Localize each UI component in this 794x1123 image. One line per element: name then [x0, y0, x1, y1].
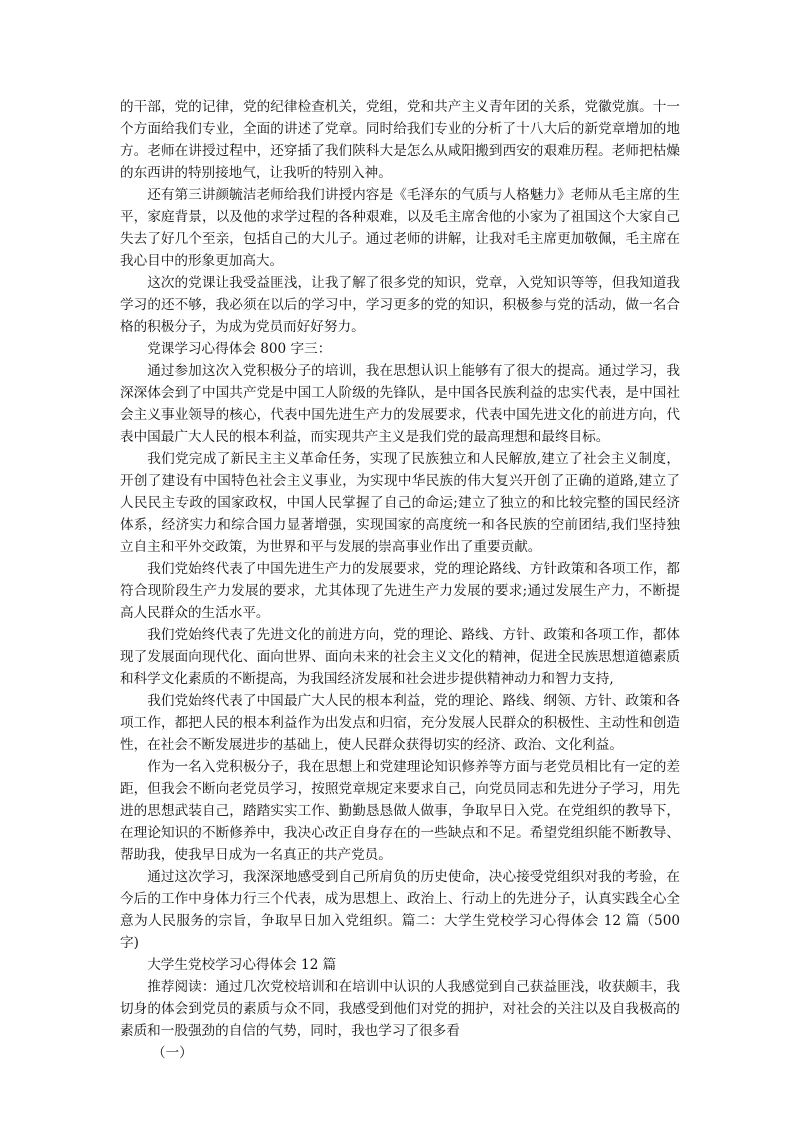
paragraph-8: 我们党始终代表了先进文化的前进方向，党的理论、路线、方针、政策和各项工作，都体现了发展面向现代化、面向世界、面向未来的社会主义文化的精神，促进全民族思想道德素质和科学文化素质的不断提高，为我国经济发展和社会进步提供精神动力和智力支持, — [120, 627, 680, 687]
document-body — [120, 96, 680, 1064]
paragraph-10: 作为一名入党积极分子，我在思想上和党建理论知识修养等方面与老党员相比有一定的差距，但我会不断向老党员学习，按照党章规定来要求自己，向党员同志和先进分子学习，用先进的思想武装自己，踏踏实实工作、勤勤恳恳做人做事，争取早日入党。在党组织的教导下，在理论知识的不断修养中，我决心改正自身存在的一些缺点和不足。希望党组织能不断教导、帮助我，使我早日成为一名真正的共产党员。 — [120, 759, 680, 863]
section-heading-twelve: 大学生党校学习心得体会 12 篇 — [147, 957, 337, 973]
paragraph-7: 我们党始终代表了中国先进生产力的发展要求，党的理论路线、方针政策和各项工作，都符合现阶段生产力发展的要求，尤其体现了先进生产力发展的要求;通过发展生产力，不断提高人民群众的生活水平。 — [120, 561, 680, 621]
paragraph-6: 我们党完成了新民主主义革命任务，实现了民族独立和人民解放,建立了社会主义制度，开创了建设有中国特色社会主义事业，为实现中华民族的伟大复兴开创了正确的道路,建立了人民民主专政的国家政权，中国人民掌握了自己的命运;建立了独立的和比较完整的国民经济体系，经济实力和综合国力显著增强，实现国家的高度统一和各民族的空前团结,我们坚持独立自主和平外交政策，为世界和平与发展的崇高事业作出了重要贡献。 — [120, 451, 680, 555]
paragraph-1: 的干部，党的记律，党的纪律检查机关，党组，党和共产主义青年团的关系，党徽党旗。十一个方面给我们专业，全面的讲述了党章。同时给我们专业的分析了十八大后的新党章增加的地方。老师在讲授过程中，还穿插了我们陕科大是怎么从咸阳搬到西安的艰难历程。老师把枯燥的东西讲的特别接地气，让我听的特别入神。 — [120, 99, 680, 181]
paragraph-9: 我们党始终代表了中国最广大人民的根本利益，党的理论、路线、纲领、方针、政策和各项工作，都把人民的根本利益作为出发点和归宿，充分发展人民群众的积极性、主动性和创造性，在社会不断发展进步的基础上，使人民群众获得切实的经济、政治、文化利益。 — [120, 693, 680, 753]
section-marker: （一） — [152, 1045, 193, 1061]
paragraph-11: 通过这次学习，我深深地感受到自己所肩负的历史使命，决心接受党组织对我的考验，在今后的工作中身体力行三个代表，成为思想上、政治上、行动上的先进分子，认真实践全心全意为人民服务的宗旨，争取早日加入党组织。篇二：大学生党校学习心得体会 12 篇（500 字) — [120, 869, 680, 951]
section-heading-three: 党课学习心得体会 800 字三： — [147, 341, 332, 357]
paragraph-5: 通过参加这次入党积极分子的培训，我在思想认识上能够有了很大的提高。通过学习，我深深体会到了中国共产党是中国工人阶级的先锋队，是中国各民族利益的忠实代表，是中国社会主义事业领导的核心，代表中国先进生产力的发展要求，代表中国先进文化的前进方向，代表中国最广大人民的根本利益，而实现共产主义是我们党的最高理想和最终目标。 — [120, 363, 680, 445]
paragraph-13: 推荐阅读：通过几次党校培训和在培训中认识的人我感觉到自己获益匪浅，收获颇丰，我切身的体会到党员的素质与众不同，我感受到他们对党的拥护，对社会的关注以及自我极高的素质和一股强劲的自信的气势，同时，我也学习了很多看 — [120, 979, 680, 1039]
paragraph-2: 还有第三讲颜毓洁老师给我们讲授内容是《毛泽东的气质与人格魅力》老师从毛主席的生平，家庭背景，以及他的求学过程的各种艰难，以及毛主席舍他的小家为了祖国这个大家自己失去了好几个至亲，包括自己的大儿子。通过老师的讲解，让我对毛主席更加敬佩，毛主席在我心目中的形象更加高大。 — [120, 187, 680, 269]
paragraph-3: 这次的党课让我受益匪浅，让我了解了很多党的知识，党章，入党知识等等，但我知道我学习的还不够，我必须在以后的学习中，学习更多的党的知识，积极参与党的活动，做一名合格的积极分子，为成为党员而好好努力。 — [120, 275, 680, 335]
